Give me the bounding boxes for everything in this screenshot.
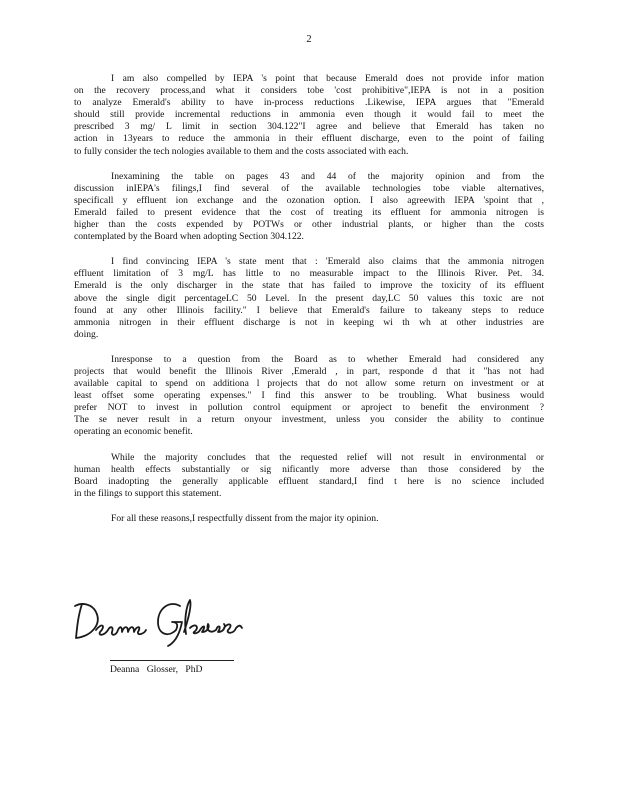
text-line: contemplated by the Board when adopting Section 304.122. <box>74 231 304 243</box>
text-line: human health effects substantially or sig nificantly more adverse than those considered by the <box>74 463 544 475</box>
text-line: to fully consider the tech nologies available to them and the costs associated with each. <box>74 145 409 157</box>
text-line: higher than the costs expended by POTWs or other industrial plants, or higher than the costs <box>74 219 544 231</box>
text-line: above the single digit percentageLC 50 Level. In the present day,LC 50 values this toxic are not <box>74 292 544 304</box>
text-line: effluent limitation of 3 mg/L has little to no measurable impact to the Illinois River. Pet. 34. <box>74 268 544 280</box>
text-line: should still provide incremental reductions in ammonia even though it would fail to meet the <box>74 109 544 121</box>
paragraph-2 <box>74 171 544 244</box>
text-line: prescribed 3 mg/ L limit in section 304.122"I agree and believe that Emerald has taken no <box>74 121 544 133</box>
text-line: Emerald is the only discharger in the state that has failed to improve the toxicity of its effluent <box>74 280 544 292</box>
letter-body <box>74 73 544 538</box>
text-line: found at any other Illinois facility." I believe that Emerald's failure to takeany steps to reduce <box>74 304 544 316</box>
text-line: Board inadopting the generally applicable effluent standard,I find t here is no science included <box>74 475 544 487</box>
text-line: action in 13years to reduce the ammonia in their effluent discharge, even to the point of failing <box>74 133 544 145</box>
text-line: specificall y effluent ion exchange and the ozonation option. I also agreewith IEPA 'spoint that , <box>74 194 544 206</box>
text-line: projects that would benefit the Illinois River ,Emerald , in part, responde d that it "has not had <box>74 365 544 377</box>
signer-name: Deanna Glosser, PhD <box>110 664 203 675</box>
text-line: Inexamining the table on pages 43 and 44 of the majority opinion and from the <box>111 170 544 182</box>
paragraph-1 <box>74 73 544 158</box>
handwritten-signature <box>72 592 252 647</box>
page-number: 2 <box>306 34 312 45</box>
text-line: While the majority concludes that the requested relief will not result in environmental or <box>111 451 544 463</box>
closing-line: For all these reasons,I respectfully dissent from the major ity opinion. <box>111 512 379 524</box>
text-line: in the filings to support this statement. <box>74 487 222 499</box>
text-line: ammonia nitrogen in their effluent discharge is not in keeping wi th wh at other industries are <box>74 316 544 328</box>
paragraph-3 <box>74 256 544 341</box>
closing-paragraph <box>74 513 544 525</box>
text-line: least offset some operating expenses." I find this answer to be troubling. What business would <box>74 390 544 402</box>
signature-line <box>110 660 234 661</box>
text-line: prefer NOT to invest in pollution control equipment or aproject to benefit the environment ? <box>74 402 544 414</box>
text-line: discussion inIEPA's filings,I find several of the available technologies tobe viable alternatives, <box>74 182 544 194</box>
text-line: The se never result in a return onyour investment, unless you consider the ability to continue <box>74 414 544 426</box>
paragraph-5 <box>74 452 544 500</box>
text-line: Inresponse to a question from the Board as to whether Emerald had considered any <box>111 353 544 365</box>
text-line: I am also compelled by IEPA 's point that because Emerald does not provide infor mation <box>111 73 544 84</box>
text-line: to analyze Emerald's ability to have in-process reductions .Likewise, IEPA argues that "Emerald <box>74 97 544 109</box>
text-line: on the recovery process,and what it considers tobe 'cost prohibitive",IEPA is not in a position <box>74 85 544 97</box>
text-line: operating an economic benefit. <box>74 426 193 438</box>
text-line: Emerald failed to present evidence that the cost of treating its effluent for ammonia nitrogen is <box>74 206 544 218</box>
text-line: doing. <box>74 328 99 340</box>
text-line: I find convincing IEPA 's state ment that : 'Emerald also claims that the ammonia nitrogen <box>111 256 544 268</box>
text-line: available capital to spend on additiona l projects that do not allow some return on investment or at <box>74 378 544 390</box>
paragraph-4 <box>74 354 544 439</box>
